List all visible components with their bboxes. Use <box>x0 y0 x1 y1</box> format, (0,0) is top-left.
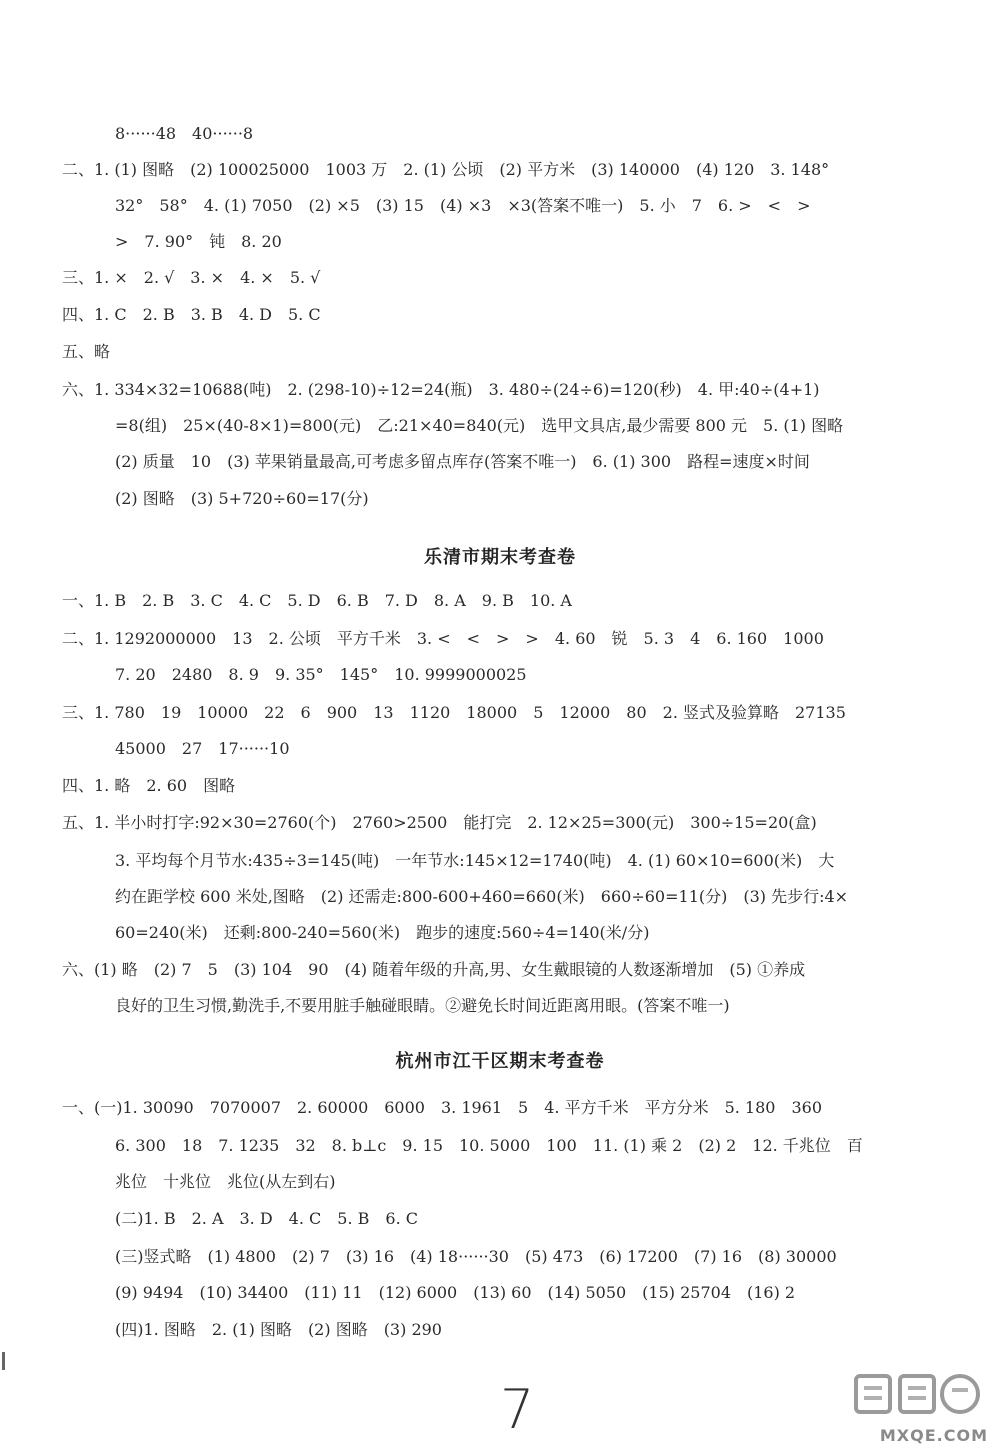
answer-line: 二、1. 1292000000 13 2. 公顷 平方千米 3. < < > > 4. 60 锐 5. 3 4 6. 160 1000 <box>62 629 824 648</box>
answer-line: 五、略 <box>62 342 111 361</box>
answer-line: (2) 图略 (3) 5+720÷60=17(分) <box>115 489 369 508</box>
answer-line: 六、(1) 略 (2) 7 5 (3) 104 90 (4) 随着年级的升高,男、女生戴眼镜的人数逐渐增加 (5) ①养成 <box>62 960 806 979</box>
watermark-text: MXQE.COM <box>879 1426 988 1445</box>
answer-line: 兆位 十兆位 兆位(从左到右) <box>115 1172 336 1191</box>
section-heading: 乐清市期末考查卷 <box>424 547 576 568</box>
answer-line: 32° 58° 4. (1) 7050 (2) ×5 (3) 15 (4) ×3 ×3(答案不唯一) 5. 小 7 6. > < > <box>115 196 811 215</box>
answer-line: 三、1. × 2. √ 3. × 4. × 5. √ <box>62 268 321 287</box>
answer-line: 7. 20 2480 8. 9 9. 35° 145° 10. 9999000025 <box>115 665 527 684</box>
answer-line: 8······48 40······8 <box>115 124 254 143</box>
answer-line: 60=240(米) 还剩:800-240=560(米) 跑步的速度:560÷4=140(米/分) <box>115 923 650 942</box>
answer-line: 四、1. C 2. B 3. B 4. D 5. C <box>62 305 321 324</box>
answer-line: 一、1. B 2. B 3. C 4. C 5. D 6. B 7. D 8. A 9. B 10. A <box>62 591 572 610</box>
answer-line: (2) 质量 10 (3) 苹果销量最高,可考虑多留点库存(答案不唯一) 6. (1) 300 路程=速度×时间 <box>115 452 810 471</box>
answer-line: 良好的卫生习惯,勤洗手,不要用脏手触碰眼睛。②避免长时间近距离用眼。(答案不唯一) <box>115 996 730 1015</box>
section-heading: 杭州市江干区期末考查卷 <box>395 1051 605 1072</box>
answer-line: 六、1. 334×32=10688(吨) 2. (298-10)÷12=24(瓶) 3. 480÷(24÷6)=120(秒) 4. 甲:40÷(4+1) <box>62 380 820 399</box>
answer-line: (三)竖式略 (1) 4800 (2) 7 (3) 16 (4) 18······30 (5) 473 (6) 17200 (7) 16 (8) 30000 <box>115 1247 837 1266</box>
answer-line: 二、1. (1) 图略 (2) 100025000 1003 万 2. (1) 公顷 (2) 平方米 (3) 140000 (4) 120 3. 148° <box>62 160 830 179</box>
answer-line: 五、1. 半小时打字:92×30=2760(个) 2760>2500 能打完 2. 12×25=300(元) 300÷15=20(盒) <box>62 813 817 832</box>
answer-line: 6. 300 18 7. 1235 32 8. b⊥c 9. 15 10. 5000 100 11. (1) 乘 2 (2) 2 12. 千兆位 百 <box>115 1136 863 1155</box>
answer-line: 3. 平均每个月节水:435÷3=145(吨) 一年节水:145×12=1740(吨) 4. (1) 60×10=600(米) 大 <box>115 851 835 870</box>
answer-line: (二)1. B 2. A 3. D 4. C 5. B 6. C <box>115 1209 418 1228</box>
answer-line: 一、(一)1. 30090 7070007 2. 60000 6000 3. 1961 5 4. 平方千米 平方分米 5. 180 360 <box>62 1098 822 1117</box>
answer-line: 四、1. 略 2. 60 图略 <box>62 776 236 795</box>
answer-line: 约在距学校 600 米处,图略 (2) 还需走:800-600+460=660(米) 660÷60=11(分) (3) 先步行:4× <box>115 887 849 906</box>
scan-edge-mark <box>2 1352 5 1370</box>
handwritten-page-number: 7 <box>500 1378 535 1441</box>
answer-line: 三、1. 780 19 10000 22 6 900 13 1120 18000 5 12000 80 2. 竖式及验算略 27135 <box>62 703 846 722</box>
answer-line: (9) 9494 (10) 34400 (11) 11 (12) 6000 (13) 60 (14) 5050 (15) 25704 (16) 2 <box>115 1283 796 1302</box>
answer-line: 45000 27 17······10 <box>115 739 290 758</box>
answer-line: =8(组) 25×(40-8×1)=800(元) 乙:21×40=840(元) 选甲文具店,最少需要 800 元 5. (1) 图略 <box>115 416 844 435</box>
answer-line: (四)1. 图略 2. (1) 图略 (2) 图略 (3) 290 <box>115 1320 442 1339</box>
answer-line: > 7. 90° 钝 8. 20 <box>115 232 282 251</box>
